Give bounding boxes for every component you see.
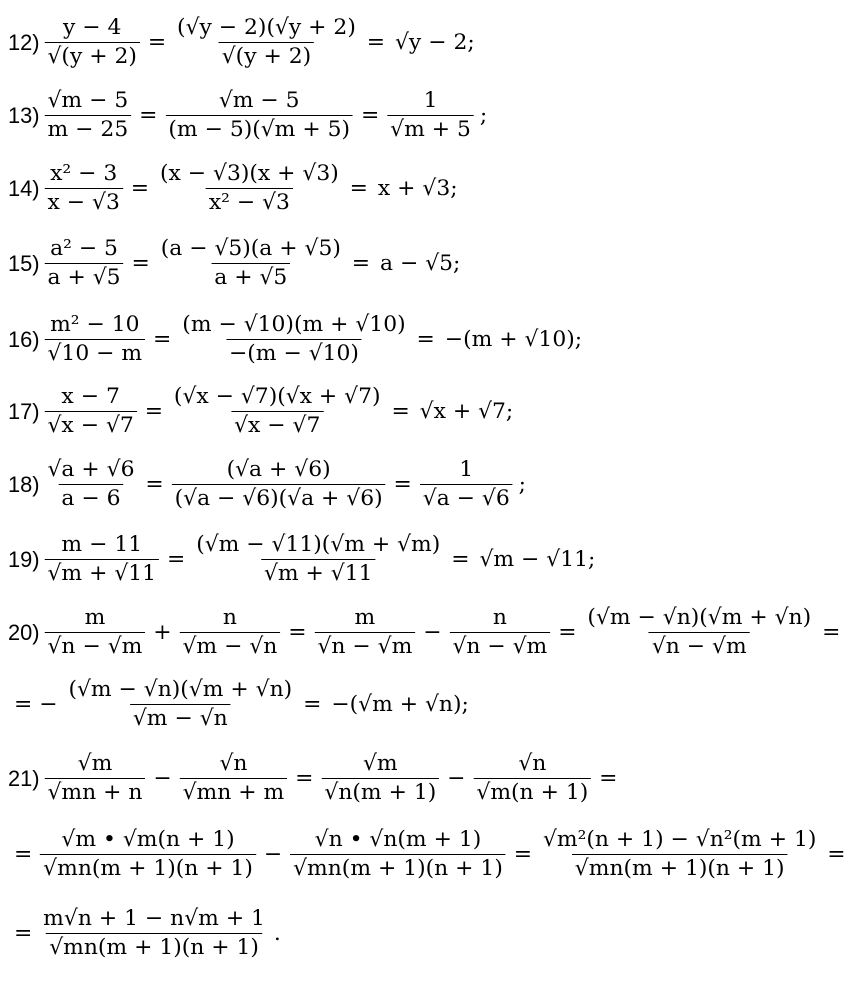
equation-line [8,752,851,805]
numerator: √m²(n + 1) − √n²(m + 1) [543,827,817,853]
numerator: √m − 5 [47,88,129,114]
numerator: (x − √3)(x + √3) [159,161,339,187]
denominator: √m − √n [180,632,281,659]
numerator: m − 11 [61,532,143,558]
result-expression: ; [479,103,488,128]
equation-line [8,678,851,731]
fraction [174,16,359,69]
denominator: −(m − √10) [226,339,362,366]
operator: = [131,251,150,276]
denominator: a + √5 [45,263,124,290]
fraction [290,828,506,881]
fraction [180,752,288,805]
result-expression: . [273,921,281,946]
fraction [157,162,342,215]
problem-number: 16) [8,326,40,352]
operator: = [349,176,368,201]
equation-line [8,828,851,881]
operator: = [393,472,412,497]
fraction [321,752,439,805]
problem-number: 14) [8,175,40,201]
result-expression: √y − 2; [395,30,475,55]
operator: = [558,620,577,645]
result-expression: ; [518,472,527,497]
operator: − [263,842,283,867]
numerator: √m − 5 [218,88,300,114]
operator: = [451,547,470,572]
numerator: x² − 3 [50,161,118,187]
operator: = [13,842,33,867]
fraction [473,752,591,805]
fraction [45,16,140,69]
result-expression: −(m + √10); [444,327,583,352]
operator: = [130,176,150,201]
numerator: y − 4 [62,15,122,41]
equation-line [8,89,851,142]
fraction [171,385,384,438]
fraction [540,828,819,881]
operator: = [288,620,307,645]
fraction [45,313,146,366]
problem-number: 20) [8,619,40,645]
fraction [180,606,281,659]
fraction [165,89,353,142]
denominator: a − 6 [58,484,123,511]
equation-line [8,385,851,438]
denominator: √mn + n [45,778,146,805]
fraction [193,533,443,586]
numerator: √m • √m(n + 1) [61,827,235,853]
denominator: √n − √m [449,632,550,659]
numerator: m√n + 1 − n√m + 1 [43,906,265,932]
result-expression: −(√m + √n); [331,692,469,717]
fraction [420,458,513,511]
denominator: √mn(m + 1)(n + 1) [572,854,788,881]
operator: = [166,547,186,572]
numerator: √m [363,751,398,777]
numerator: (√y − 2)(√y + 2) [177,15,356,41]
operator: = [351,251,371,276]
fraction [172,458,386,511]
problem-number: 15) [8,250,40,276]
denominator: m − 25 [45,115,132,142]
denominator: x² − √3 [206,188,293,215]
fraction [45,533,159,586]
numerator: a² − 5 [50,236,118,262]
numerator: (√m − √n)(√m + √n) [587,605,812,631]
operator: = [599,766,618,791]
fraction [45,162,123,215]
fraction [45,606,146,659]
fraction [158,237,344,290]
equation-line [8,458,851,511]
denominator: √mn + m [180,778,288,805]
numerator: √a + √6 [47,457,135,483]
fraction [65,678,295,731]
denominator: √n − √m [649,632,750,659]
operator: = [391,399,410,424]
equation-line [8,907,851,960]
numerator: x − 7 [61,384,120,410]
numerator: (a − √5)(a + √5) [160,236,341,262]
denominator: √n − √m [314,632,415,659]
operator: = [366,30,386,55]
numerator: (√m − √n)(√m + √n) [68,677,293,703]
numerator: m² − 10 [50,312,140,338]
equation-line [8,533,851,586]
operator: = [303,692,322,717]
operator: − [447,766,466,791]
denominator: √mn(m + 1)(n + 1) [290,854,506,881]
numerator: (√x − √7)(√x + √7) [173,384,381,410]
numerator: (√m − √11)(√m + √m) [196,532,441,558]
problem-number: 21) [8,765,40,791]
denominator: √m + √11 [45,559,159,586]
numerator: n [222,605,237,631]
operator: = [13,921,33,946]
denominator: √(y + 2) [45,42,140,69]
problem-number: 19) [8,546,40,572]
problem-number: 12) [8,29,40,55]
equation-line [8,162,851,215]
denominator: √x − √7 [231,411,323,438]
operator: = [153,327,172,352]
denominator: √(y + 2) [219,42,314,69]
denominator: √a − √6 [420,484,513,511]
denominator: √m(n + 1) [473,778,591,805]
denominator: (m − 5)(√m + 5) [165,115,353,142]
operator: = [145,472,164,497]
operator: + [153,620,172,645]
numerator: m [354,605,376,631]
operator: = [295,766,314,791]
numerator: 1 [459,457,474,483]
numerator: √n [219,751,248,777]
fraction [40,828,256,881]
fraction [179,313,408,366]
equation-line [8,606,851,659]
denominator: x − √3 [45,188,123,215]
result-expression: √m − √11; [479,547,596,572]
operator: = − [13,692,58,717]
denominator: √m + 5 [387,115,474,142]
operator: = [139,103,158,128]
operator: = [360,103,380,128]
fraction [45,385,137,438]
denominator: √n(m + 1) [321,778,439,805]
fraction [584,606,814,659]
numerator: (√a + √6) [226,457,331,483]
fraction [45,752,146,805]
denominator: √x − √7 [45,411,137,438]
equation-line [8,313,851,366]
fraction [45,89,132,142]
denominator: √n − √m [45,632,146,659]
numerator: m [84,605,106,631]
equation-line [8,16,851,69]
fraction [40,907,268,960]
problem-number: 18) [8,471,40,497]
operator: = [147,30,167,55]
fraction [45,458,138,511]
numerator: n [492,605,507,631]
operator: = [822,620,841,645]
problem-number: 17) [8,398,40,424]
denominator: √10 − m [45,339,146,366]
result-expression: x + √3; [377,176,458,201]
operator: = [827,842,846,867]
operator: = [144,399,164,424]
fraction [45,237,124,290]
denominator: a + √5 [211,263,290,290]
numerator: √m [77,751,113,777]
denominator: √m − √n [130,704,231,731]
fraction [314,606,415,659]
result-expression: √x + √7; [419,399,514,424]
operator: − [153,766,172,791]
denominator: √mn(m + 1)(n + 1) [40,854,256,881]
numerator: √n • √n(m + 1) [314,827,482,853]
problem-number: 13) [8,102,40,128]
operator: = [513,842,533,867]
operator: = [416,327,435,352]
operator: − [423,620,442,645]
denominator: √mn(m + 1)(n + 1) [46,933,262,960]
numerator: √n [518,751,547,777]
fraction [387,89,474,142]
numerator: (m − √10)(m + √10) [182,312,406,338]
equation-line [8,237,851,290]
denominator: (√a − √6)(√a + √6) [172,484,386,511]
result-expression: a − √5; [380,251,461,276]
numerator: 1 [423,88,438,114]
fraction [449,606,550,659]
denominator: √m + √11 [261,559,375,586]
